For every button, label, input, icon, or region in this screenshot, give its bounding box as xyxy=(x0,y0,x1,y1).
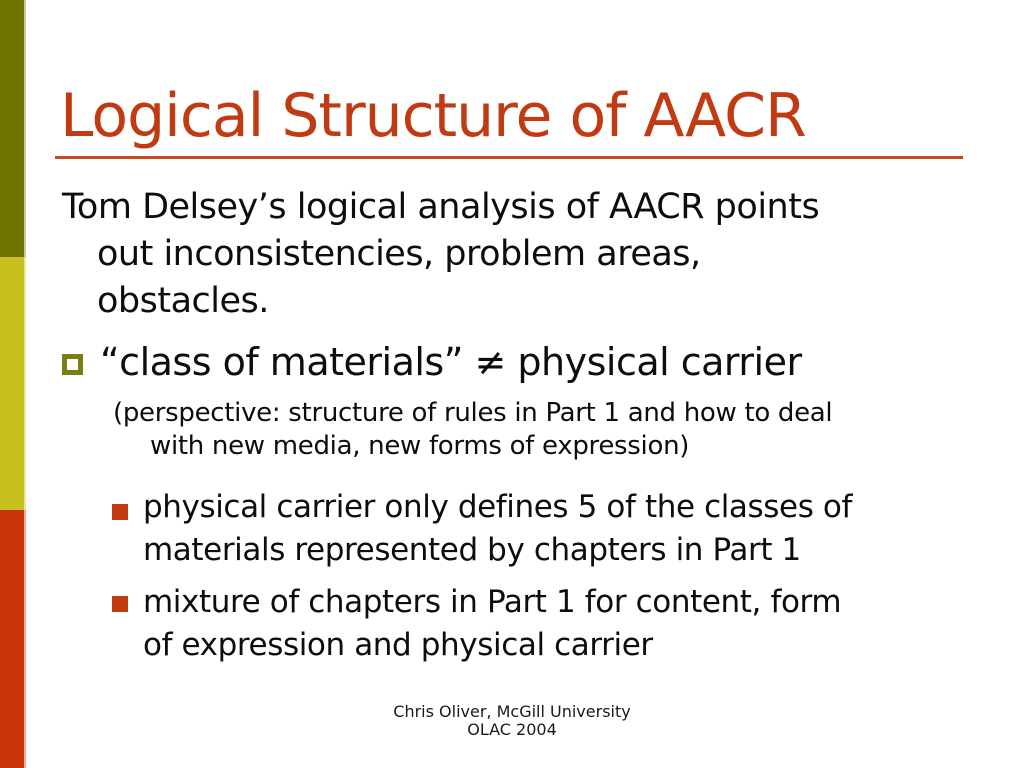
slide-title: Logical Structure of AACR xyxy=(60,81,806,151)
bullet-level2-item1-line-2: materials represented by chapters in Part 1 xyxy=(143,532,801,568)
filled-square-bullet-icon xyxy=(112,596,128,612)
perspective-note-line-2: with new media, new forms of expression) xyxy=(150,431,690,461)
slide-footer xyxy=(0,703,1024,739)
accent-band-olive xyxy=(0,0,26,257)
bullet-level2-item2-line-2: of expression and physical carrier xyxy=(143,627,653,663)
paragraph-line-3: obstacles. xyxy=(97,281,269,321)
accent-band-yellow xyxy=(0,257,26,510)
paragraph-line-1: Tom Delsey’s logical analysis of AACR points xyxy=(62,187,820,227)
footer-author: Chris Oliver, McGill University xyxy=(393,702,631,721)
bullet-level2-item2-line-1: mixture of chapters in Part 1 for content, form xyxy=(143,584,842,620)
hollow-square-bullet-icon xyxy=(62,354,83,375)
bullet-level1-text: “class of materials” ≠ physical carrier xyxy=(100,340,802,384)
perspective-note-line-1: (perspective: structure of rules in Part 1 and how to deal xyxy=(113,398,833,428)
title-underline xyxy=(55,156,963,159)
footer-event: OLAC 2004 xyxy=(467,720,557,739)
left-accent-bar xyxy=(0,0,26,768)
bullet-level2-item1-line-1: physical carrier only defines 5 of the classes of xyxy=(143,489,852,525)
paragraph-line-2: out inconsistencies, problem areas, xyxy=(97,234,701,274)
filled-square-bullet-icon xyxy=(112,504,128,520)
